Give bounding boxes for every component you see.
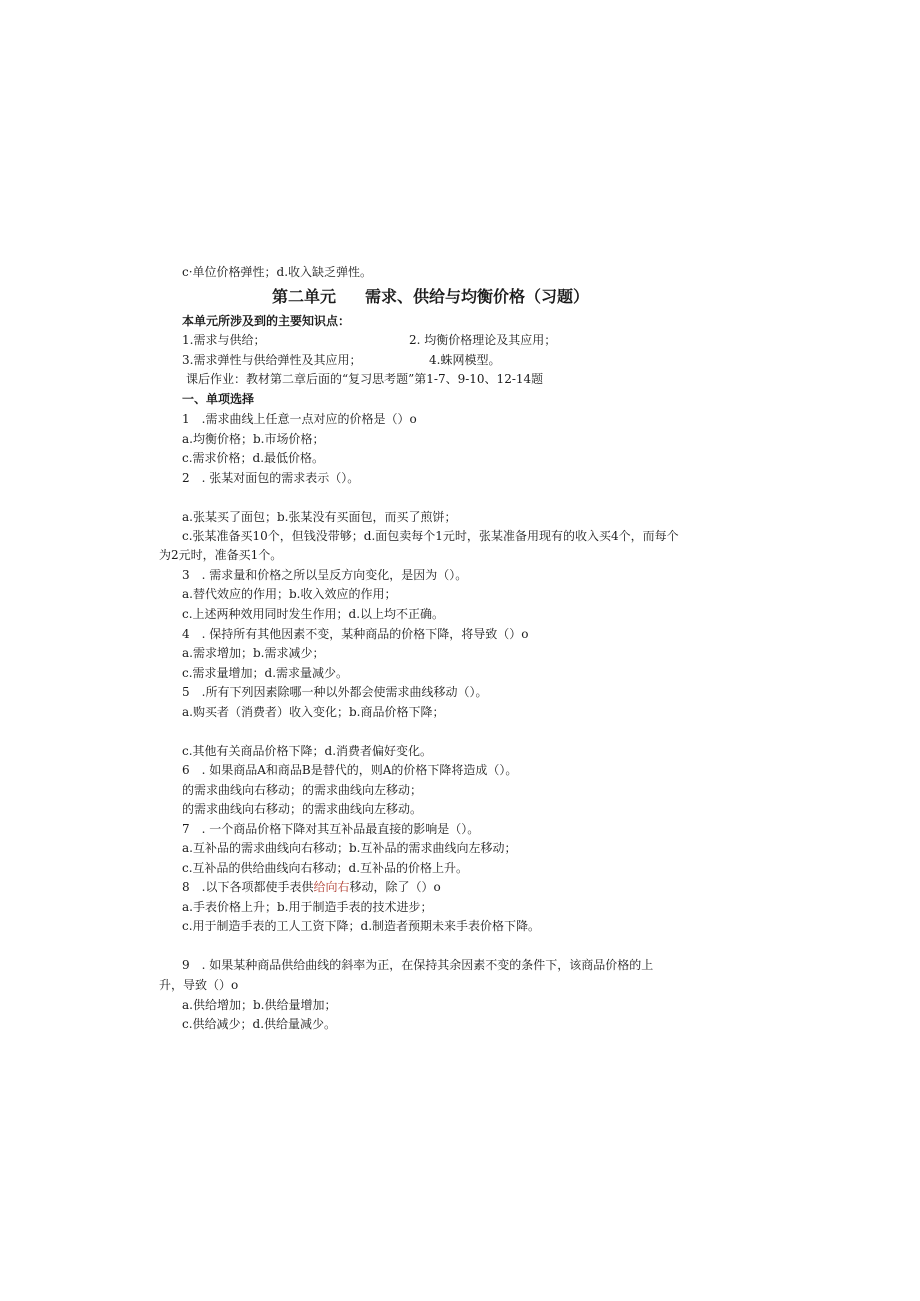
knowledge-point-4: 4.蛛网模型。	[429, 353, 501, 367]
question-6: 6 . 如果商品A和商品B是替代的，则A的价格下降将造成（）。	[182, 763, 518, 777]
question-2-options-cd-line2: 为2元时，准备买1个。	[159, 548, 283, 562]
knowledge-point-1: 1.需求与供给；	[182, 333, 266, 347]
question-5-options-ab: a.购买者（消费者）收入变化；b.商品价格下降；	[182, 705, 445, 719]
section-heading: 一、单项选择	[182, 392, 255, 406]
question-4-options-ab: a.需求增加；b.需求减少；	[182, 646, 325, 660]
question-8-options-ab: a.手表价格上升；b.用于制造手表的技术进步；	[182, 900, 433, 914]
question-8-highlight: 给向右	[313, 880, 350, 894]
knowledge-point-2: 2. 均衡价格理论及其应用；	[409, 333, 557, 347]
question-1: 1 .需求曲线上任意一点对应的价格是（）o	[182, 412, 417, 426]
question-9-line2: 升，导致（）o	[159, 978, 239, 992]
question-5-options-cd: c.其他有关商品价格下降；d.消费者偏好变化。	[182, 744, 433, 758]
question-2: 2 . 张某对面包的需求表示（）。	[182, 471, 360, 485]
question-7-options-ab: a.互补品的需求曲线向右移动；b.互补品的需求曲线向左移动；	[182, 841, 517, 855]
homework-line: 课后作业：教材第二章后面的“复习思考题”第1-7、9-10、12-14题	[186, 372, 544, 386]
question-1-options-cd: c.需求价格；d.最低价格。	[182, 451, 325, 465]
question-9-options-ab: a.供给增加；b.供给量增加；	[182, 998, 337, 1012]
question-1-options-ab: a.均衡价格；b.市场价格；	[182, 432, 325, 446]
previous-answer-line: c·单位价格弹性；d.收入缺乏弹性。	[182, 265, 373, 279]
question-3-options-ab: a.替代效应的作用；b.收入效应的作用；	[182, 587, 397, 601]
question-7: 7 . 一个商品价格下降对其互补品最直接的影响是（）。	[182, 822, 480, 836]
question-8	[182, 879, 441, 895]
unit-title-right: 需求、供给与均衡价格（习题）	[365, 287, 590, 306]
question-7-options-cd: c.互补品的供给曲线向右移动；d.互补品的价格上升。	[182, 861, 469, 875]
knowledge-point-3: 3.需求弹性与供给弹性及其应用；	[182, 353, 362, 367]
unit-title-left: 第二单元	[272, 287, 337, 306]
question-2-options-ab: a.张某买了面包；b.张某没有买面包，而买了煎饼；	[182, 510, 457, 524]
question-3-options-cd: c.上述两种效用同时发生作用；d.以上均不正确。	[182, 607, 445, 621]
knowledge-heading: 本单元所涉及到的主要知识点：	[182, 314, 351, 328]
question-8-text-start: 8 .以下各项都使手表供	[182, 880, 314, 894]
question-8-text-end: 移动，除了（）o	[349, 880, 441, 894]
question-9-line1: 9 . 如果某种商品供给曲线的斜率为正，在保持其余因素不变的条件下，该商品价格的上	[182, 958, 654, 972]
question-2-options-cd-line1: c.张某准备买10个，但钱没带够；d.面包卖每个1元时，张某准备用现有的收入买4个，而每个	[182, 529, 679, 543]
question-6-options-line2: 的需求曲线向右移动；的需求曲线向左移动。	[182, 802, 423, 816]
question-3: 3 . 需求量和价格之所以呈反方向变化，是因为（）。	[182, 568, 468, 582]
question-4: 4 . 保持所有其他因素不变，某种商品的价格下降，将导致（）o	[182, 627, 529, 641]
question-5: 5 .所有下列因素除哪一种以外都会使需求曲线移动（）。	[182, 685, 488, 699]
question-6-options-line1: 的需求曲线向右移动；的需求曲线向左移动；	[182, 783, 423, 797]
question-9-options-cd: c.供给减少；d.供给量减少。	[182, 1017, 337, 1031]
question-8-options-cd: c.用于制造手表的工人工资下降；d.制造者预期未来手表价格下降。	[182, 919, 541, 933]
question-4-options-cd: c.需求量增加；d.需求量减少。	[182, 666, 349, 680]
